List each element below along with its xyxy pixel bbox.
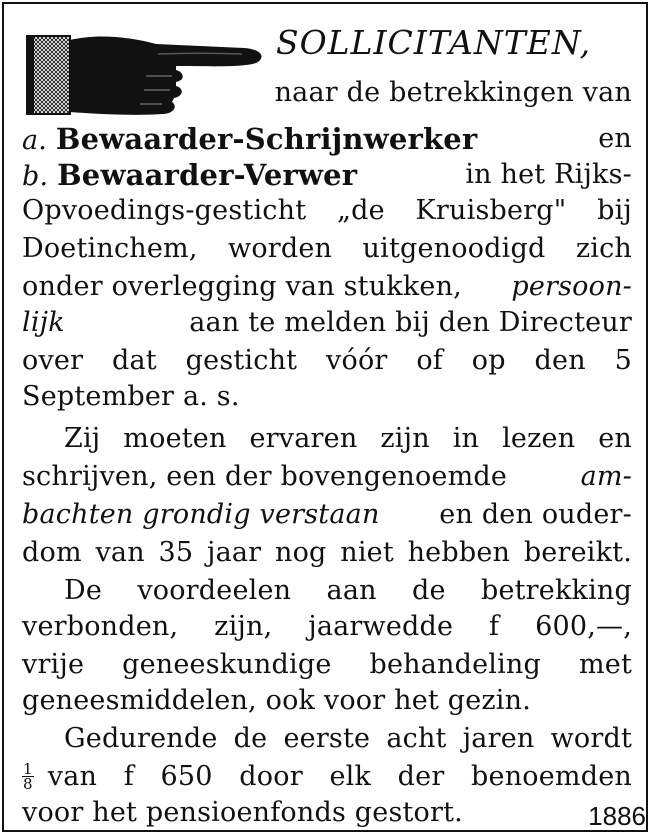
heading-text: SOLLICITANTEN [276,23,580,62]
p2-line-3 [22,498,632,532]
p3-line-4: geneesmiddelen, ook voor het gezin. [22,685,532,716]
p4-line-1: Gedurende de eerste acht jaren wordt [64,723,632,754]
intro-line: naar de betrekkingen van [274,77,632,108]
p1-line-5 [22,270,632,304]
item-a-line [22,122,632,158]
year-label: 1886 [588,801,646,831]
p4-line-2 [22,760,632,794]
p2-line-1: Zij moeten ervaren zijn in lezen en [64,423,632,454]
fraction [22,762,34,794]
fraction-denominator: 8 [23,775,33,793]
p1-line-4: Doetinchem, worden uitgenoodigd zich [22,233,632,264]
p3-line-3: vrije geneeskundige behandeling met [22,649,632,680]
p4-line-3: voor het pensioenfonds gestort. [22,797,463,828]
p3-line-2: verbonden, zijn, jaarwedde f 600,—, [22,611,632,642]
item-b-line [22,158,632,194]
item-b-title: Bewaarder-Verwer [57,158,358,192]
item-b-marker: b. [22,161,49,192]
p1-line-7: over dat gesticht vóór of op den 5 [22,345,632,376]
p2-line-2-italic: am- [580,461,632,492]
item-a-title: Bewaarder-Schrijnwerker [55,122,478,156]
pointing-hand-icon [26,26,266,126]
item-a-marker: a. [22,125,48,156]
p3-line-1: De voordeelen aan de betrekking [64,575,632,606]
p1-line-5-italic: persoon- [511,271,632,302]
advertisement-frame [2,2,648,832]
p1-line-6-italic: lijk [22,307,65,338]
p2-line-3-italic: bachten grondig verstaan [22,499,380,530]
p2-line-2 [22,460,632,494]
item-b-tail: in het Rijks- [465,159,632,190]
p2-line-3-text: en den ouder- [439,499,632,530]
p2-line-4: dom van 35 jaar nog niet hebben bereikt. [22,537,632,568]
fraction-numerator: 1 [23,760,33,778]
item-a-tail: en [598,123,632,154]
p1-line-6 [22,306,632,340]
p4-line-2-text: van f 650 door elk der benoemden [47,761,632,792]
heading-punct: , [579,23,592,62]
heading [276,23,592,62]
p1-line-6-text: aan te melden bij den Directeur [189,307,632,338]
p1-line-8: September a. s. [22,381,240,412]
p1-line-5-text: onder overlegging van stukken, [22,271,462,302]
p1-line-3: Opvoedings-gesticht „de Kruisberg" bij [22,195,632,226]
p2-line-2-text: schrijven, een der bovengenoemde [22,461,508,492]
